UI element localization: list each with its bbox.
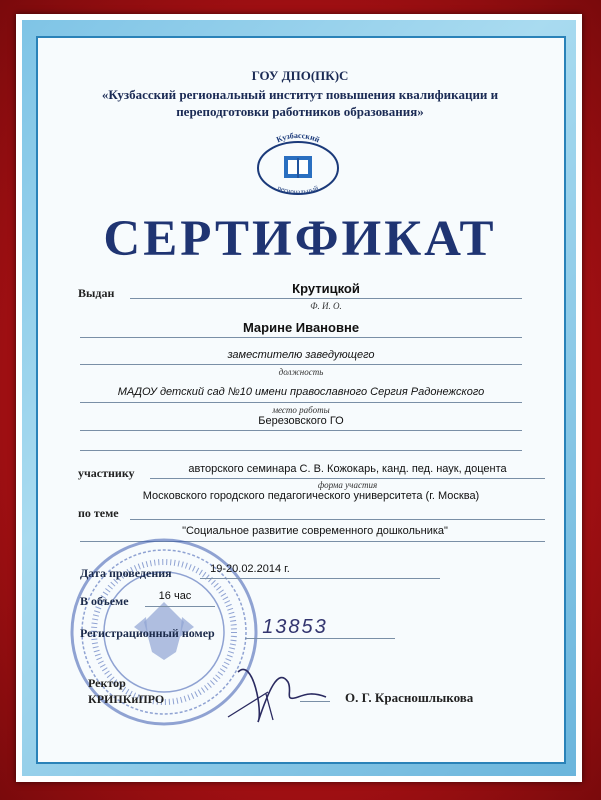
form-caption: форма участия xyxy=(317,480,378,490)
region-value: Березовского ГО xyxy=(258,415,344,427)
registration-label: Регистрационный номер xyxy=(80,626,215,640)
name-line xyxy=(80,337,522,338)
signature-dash xyxy=(300,701,330,702)
logo-arc-bottom: региональный xyxy=(276,183,320,196)
rector-label: Ректор xyxy=(88,676,126,690)
fio-caption: Ф. И. О. xyxy=(310,301,342,311)
participation-value-1: авторского семинара С. В. Кожокарь, канд. пед. наук, доцента xyxy=(188,463,507,475)
org-short-name: ГОУ ДПО(ПК)С xyxy=(251,68,349,83)
institute-logo xyxy=(248,128,348,196)
position-line xyxy=(80,364,522,365)
date-value: 19-20.02.2014 г. xyxy=(210,563,290,575)
surname-value: Крутицкой xyxy=(292,281,360,296)
institute-abbr: КРИПКиПРО xyxy=(88,692,165,706)
logo-arc-top: Кузбасский xyxy=(275,130,321,145)
date-line xyxy=(200,578,440,579)
position-value: заместителю заведующего xyxy=(227,349,375,361)
date-label: Дата проведения xyxy=(80,566,172,580)
topic-value: "Социальное развитие современного дошкольника" xyxy=(182,525,448,537)
volume-line xyxy=(145,606,215,607)
volume-value: 16 час xyxy=(158,590,192,602)
topic-line-1 xyxy=(130,519,545,520)
participant-label: участнику xyxy=(78,466,135,480)
registration-value: 13853 xyxy=(262,616,328,638)
workplace-caption: место работы xyxy=(272,405,330,415)
blank-line xyxy=(80,450,522,451)
workplace-value: МАДОУ детский сад №10 имени православного Сергия Радонежского xyxy=(117,386,485,398)
rector-name: О. Г. Красношлыкова xyxy=(345,690,474,705)
name-value: Марине Ивановне xyxy=(242,320,360,335)
position-caption: должность xyxy=(278,367,324,377)
participation-value-2: Московского городского педагогического университета (г. Москва) xyxy=(142,490,480,502)
surname-line xyxy=(130,298,522,299)
workplace-line xyxy=(80,402,522,403)
rector-signature xyxy=(218,642,338,732)
issued-label: Выдан xyxy=(78,286,115,300)
org-full-name: «Кузбасский региональный институт повышения квалификации и переподготовки работников образования» xyxy=(101,87,499,119)
participation-line xyxy=(150,478,545,479)
region-line xyxy=(80,430,522,431)
volume-label: В объеме xyxy=(80,594,129,608)
topic-label: по теме xyxy=(78,506,119,520)
certificate-title: СЕРТИФИКАТ xyxy=(103,211,497,267)
